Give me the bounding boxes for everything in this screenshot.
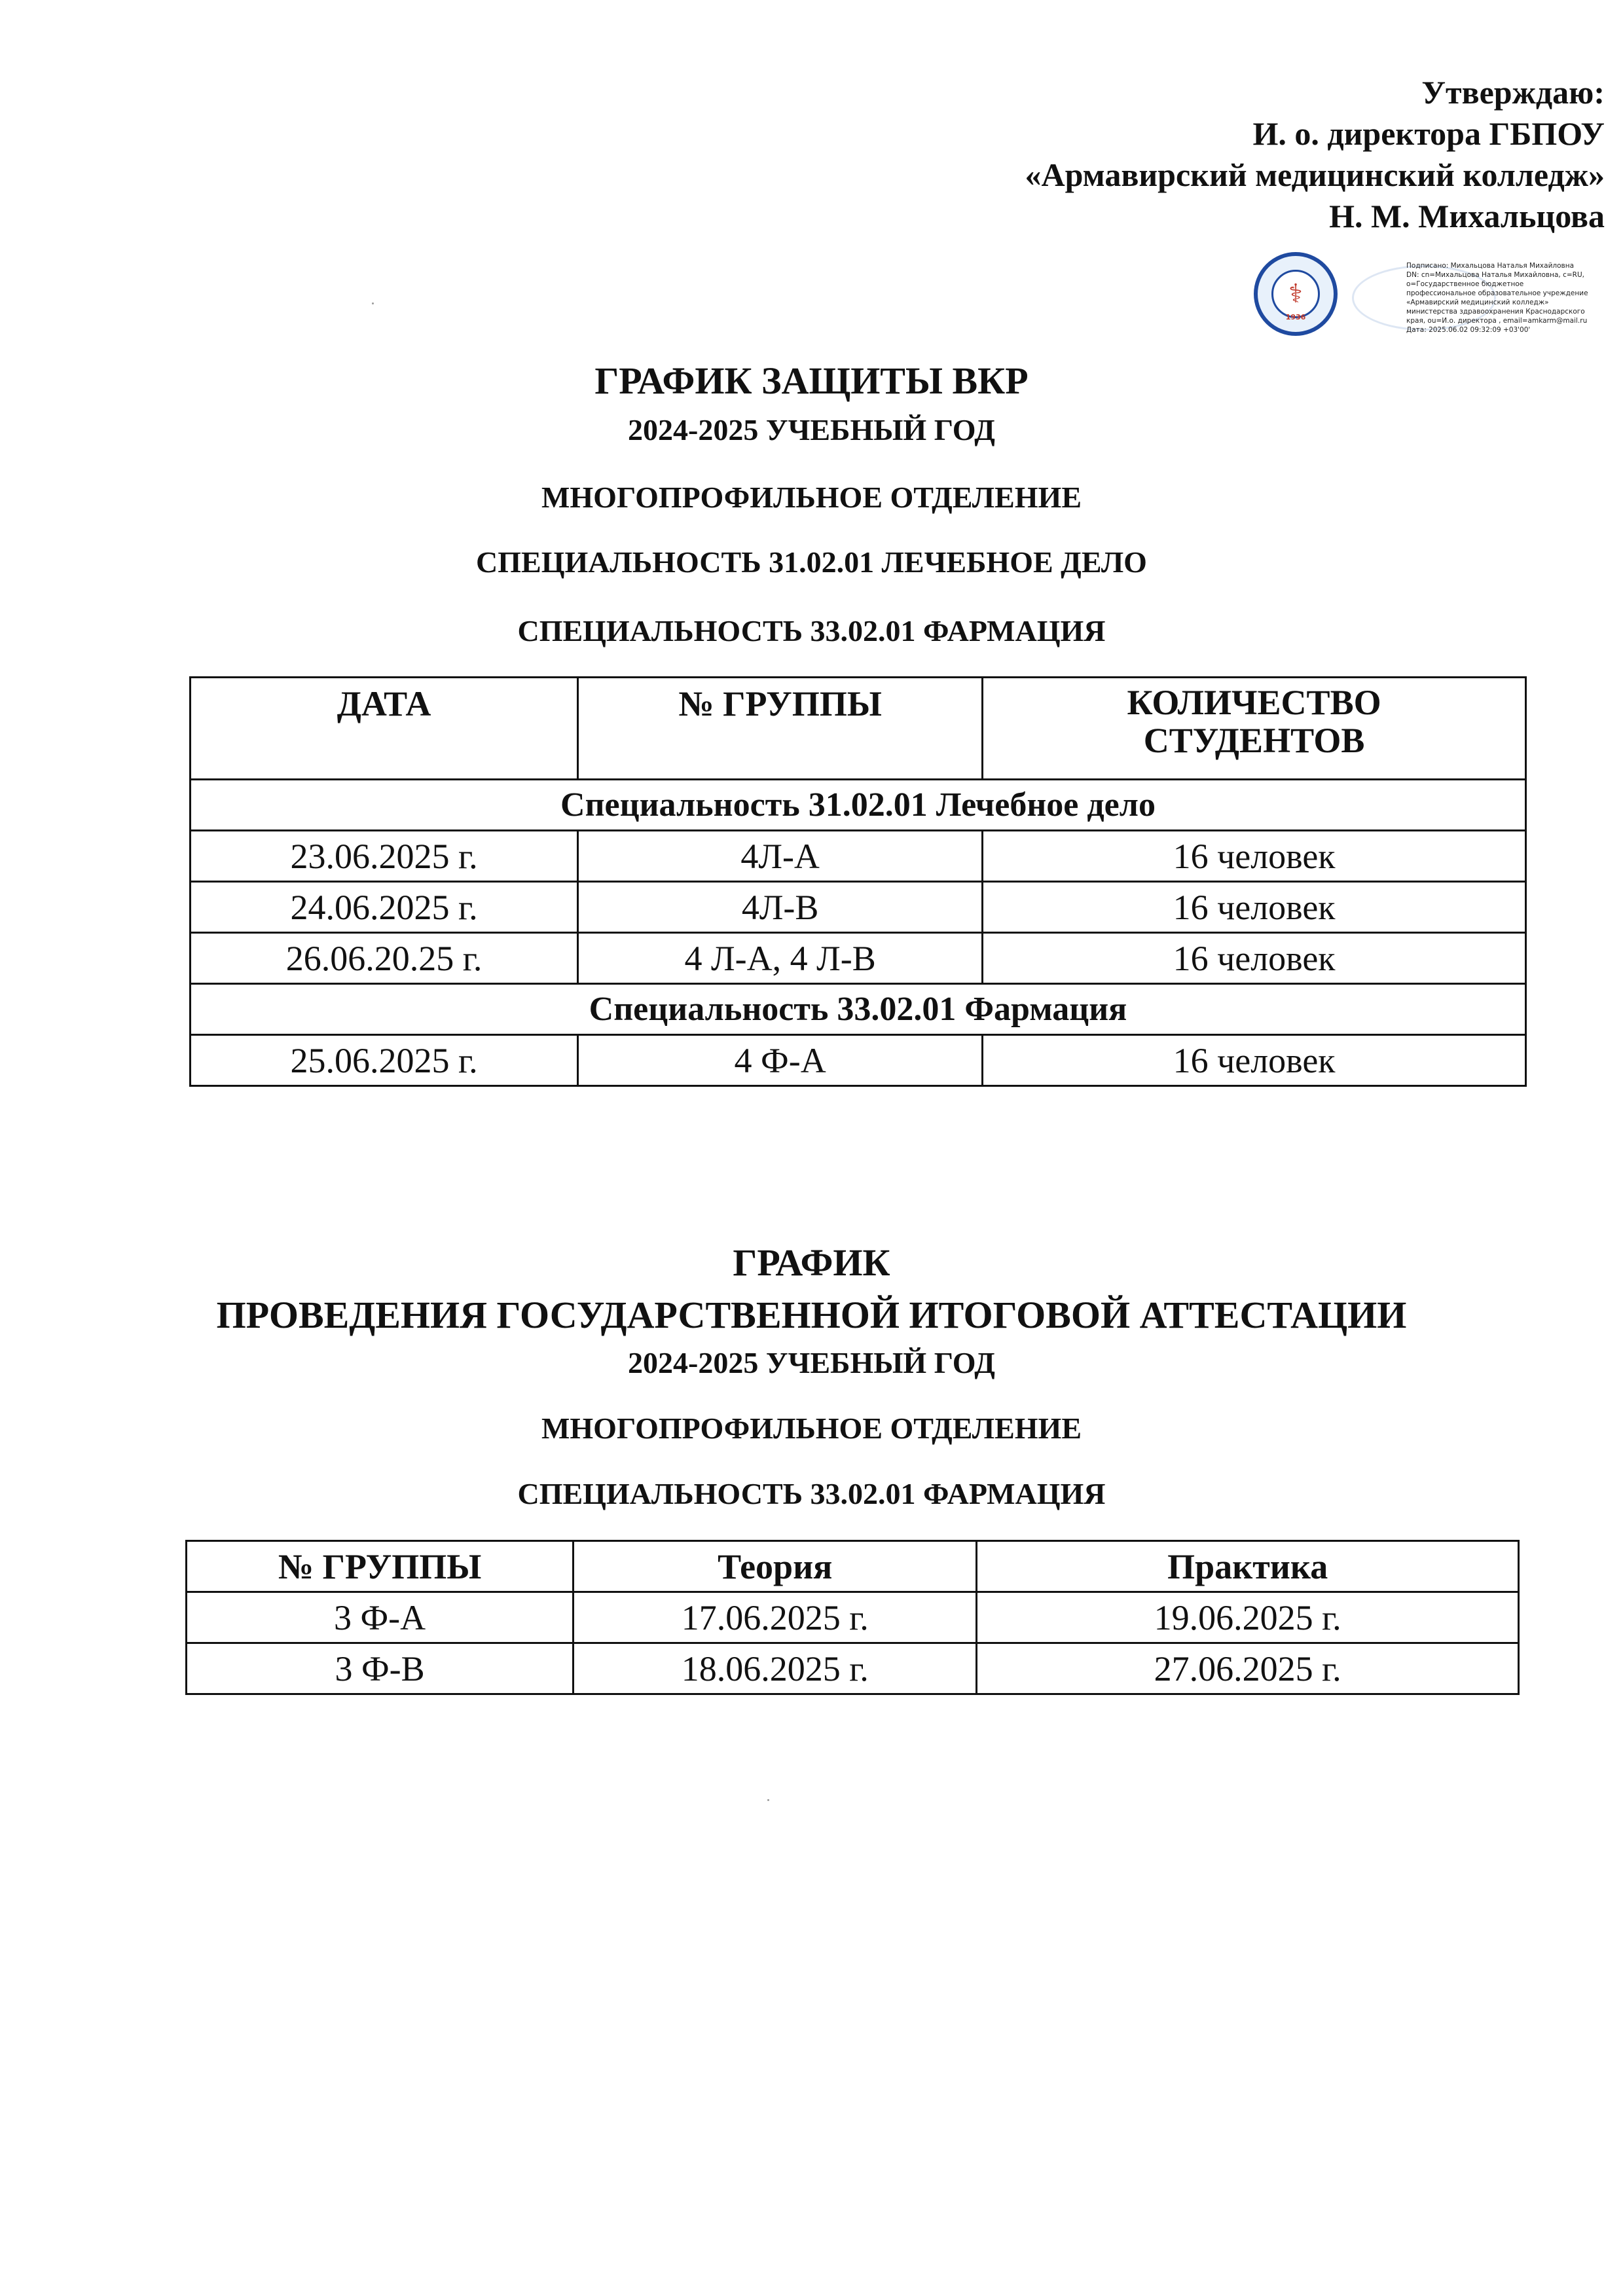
section-row — [191, 984, 1526, 1035]
section-title: Специальность 31.02.01 Лечебное дело — [191, 780, 1526, 831]
caduceus-icon: ⚕ — [1271, 270, 1320, 318]
signature-line: края, ou=И.о. директора , email=amkarm@mail.ru — [1406, 317, 1588, 325]
cell-count: 16 человек — [983, 933, 1526, 984]
cell-count: 16 человек — [983, 882, 1526, 933]
cell-date: 24.06.2025 г. — [191, 882, 578, 933]
header-count: КОЛИЧЕСТВО СТУДЕНТОВ — [983, 678, 1526, 780]
table-header-row — [191, 678, 1526, 780]
scan-speck — [372, 302, 374, 304]
table-row — [191, 933, 1526, 984]
vkr-title: ГРАФИК ЗАЩИТЫ ВКР — [594, 359, 1029, 402]
table-row — [191, 882, 1526, 933]
signature-line: o=Государственное бюджетное — [1406, 280, 1524, 288]
header-group: № ГРУППЫ — [578, 678, 983, 780]
signature-details — [1406, 261, 1609, 335]
header-group: № ГРУППЫ — [187, 1541, 574, 1592]
signature-line: DN: cn=Михальцова Наталья Михайловна, c=RU, — [1406, 271, 1584, 279]
vkr-year: 2024-2025 УЧЕБНЫЙ ГОД — [628, 413, 995, 446]
cell-count: 16 человек — [983, 831, 1526, 882]
cell-date: 25.06.2025 г. — [191, 1035, 578, 1086]
header-date: ДАТА — [191, 678, 578, 780]
table-row — [191, 831, 1526, 882]
scan-speck — [767, 1799, 769, 1801]
cell-theory: 18.06.2025 г. — [574, 1643, 977, 1694]
cell-group: 4Л-А — [578, 831, 983, 882]
approval-organization: «Армавирский медицинский колледж» — [1025, 156, 1605, 193]
gia-specialty: СПЕЦИАЛЬНОСТЬ 33.02.01 ФАРМАЦИЯ — [517, 1477, 1106, 1510]
gia-subtitle: ПРОВЕДЕНИЯ ГОСУДАРСТВЕННОЙ ИТОГОВОЙ АТТЕСТАЦИИ — [216, 1294, 1407, 1336]
signature-line: министерства здравоохранения Краснодарского — [1406, 308, 1585, 316]
approval-position: И. о. директора ГБПОУ — [1252, 115, 1605, 152]
signature-line: Дата: 2025.06.02 09:32:09 +03'00' — [1406, 326, 1531, 334]
cell-group: 4 Ф-А — [578, 1035, 983, 1086]
gia-year: 2024-2025 УЧЕБНЫЙ ГОД — [628, 1346, 995, 1379]
signature-line: Подписано: Михальцова Наталья Михайловна — [1406, 262, 1575, 270]
section-title: Специальность 33.02.01 Фармация — [191, 984, 1526, 1035]
vkr-schedule-table — [189, 676, 1527, 1087]
cell-group: 4 Л-А, 4 Л-В — [578, 933, 983, 984]
cell-group: 3 Ф-А — [187, 1592, 574, 1643]
vkr-specialty-2: СПЕЦИАЛЬНОСТЬ 33.02.01 ФАРМАЦИЯ — [517, 614, 1106, 647]
header-theory: Теория — [574, 1541, 977, 1592]
gia-title: ГРАФИК — [733, 1241, 890, 1284]
section-row — [191, 780, 1526, 831]
approval-name: Н. М. Михальцова — [1329, 198, 1605, 234]
cell-group: 4Л-В — [578, 882, 983, 933]
cell-group: 3 Ф-В — [187, 1643, 574, 1694]
header-practice: Практика — [977, 1541, 1519, 1592]
cell-count: 16 человек — [983, 1035, 1526, 1086]
approval-block — [1025, 72, 1605, 237]
seal-year: 1936 — [1285, 313, 1306, 321]
approval-line: Утверждаю: — [1421, 74, 1605, 111]
vkr-department: МНОГОПРОФИЛЬНОЕ ОТДЕЛЕНИЕ — [541, 481, 1082, 514]
cell-practice: 27.06.2025 г. — [977, 1643, 1519, 1694]
cell-date: 26.06.20.25 г. — [191, 933, 578, 984]
gia-department: МНОГОПРОФИЛЬНОЕ ОТДЕЛЕНИЕ — [541, 1412, 1082, 1445]
gia-schedule-table — [185, 1540, 1520, 1695]
signature-line: профессиональное образовательное учреждение — [1406, 289, 1588, 297]
signature-line: «Армавирский медицинский колледж» — [1406, 299, 1549, 306]
table-row — [187, 1643, 1519, 1694]
vkr-specialty-1: СПЕЦИАЛЬНОСТЬ 31.02.01 ЛЕЧЕБНОЕ ДЕЛО — [476, 545, 1147, 579]
table-row — [191, 1035, 1526, 1086]
cell-practice: 19.06.2025 г. — [977, 1592, 1519, 1643]
table-header-row — [187, 1541, 1519, 1592]
cell-theory: 17.06.2025 г. — [574, 1592, 977, 1643]
cell-date: 23.06.2025 г. — [191, 831, 578, 882]
college-seal-icon — [1254, 252, 1338, 336]
digital-signature-stamp — [1254, 252, 1607, 350]
table-row — [187, 1592, 1519, 1643]
